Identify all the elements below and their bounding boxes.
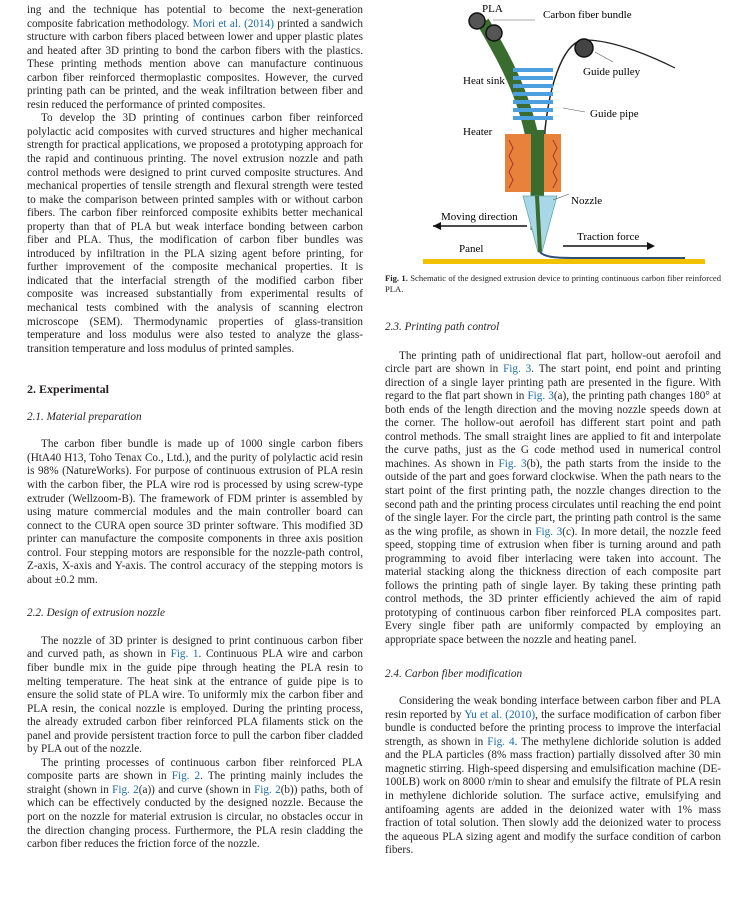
subsection-heading-extrusion-nozzle: 2.2. Design of extrusion nozzle (27, 607, 165, 620)
label-traction-force: Traction force (577, 231, 640, 243)
panel (423, 259, 705, 264)
label-nozzle: Nozzle (571, 195, 603, 207)
figure-link-fig4[interactable]: Fig. 4 (487, 735, 515, 748)
label-guide-pulley: Guide pulley (583, 66, 641, 78)
traction-force-arrowhead (647, 242, 655, 250)
citation-link-mori[interactable]: Mori et al. (2014) (192, 17, 274, 30)
label-pla: PLA (482, 3, 503, 15)
figure-link-fig2b[interactable]: Fig. 2 (254, 783, 281, 796)
label-heater: Heater (463, 126, 493, 138)
label-heat-sink: Heat sink (463, 75, 505, 87)
figure-link-fig3b[interactable]: Fig. 3 (498, 457, 527, 470)
figure-1-caption: Fig. 1. Schematic of the designed extrusion device to printing continuous carbon fiber reinforced PLA. (385, 273, 721, 294)
printing-path-paragraph: The printing path of unidirectional flat part, hollow-out aerofoil and circle part are shown in Fig. 3. The start point, end point and printing direction of a single layer printing path are presented in the figure. With regard to the flat part shown in Fig. 3(a), the printing path changes 180° at both ends of the length direction and the moving nozzle speeds down at the corner. The hollow-out aerofoil has different start point and path control methods. The small straight lines are applied to fit and interpolate the curve paths, just as the G code method used in numerical control machines. As shown in Fig. 3(b), the path starts from the inside to the outside of the part and goes forward clockwise. When the path nears to the start point of the first printing path, the nozzle changes direction to the second path and the printing process circulates until reaching the end point of the single layer. For the circle part, the printing path control is the same as the wing profile, as shown in Fig. 3(c). In more detail, the nozzle feed speed, stopping time of extrusion when fiber is turning around and path programming to avoid fiber interlacing were taken into account. The material stacking along the thickness direction of each composite part follows the printing path of single layer. By taking these printing path control methods, the 3D printer efficiently achieved the aim of rapid prototyping of continuous carbon fiber reinforced PLA composites part. Every single fiber path are uniformly compacted by employing an appropriate space between the nozzle and heating panel. (385, 349, 721, 647)
extrusion-device-schematic (385, 0, 721, 268)
label-guide-pipe: Guide pipe (590, 108, 639, 120)
figure-link-fig3[interactable]: Fig. 3 (503, 363, 532, 376)
leader-line-guide-pipe (563, 108, 585, 112)
label-panel: Panel (459, 243, 484, 255)
subsection-heading-printing-path: 2.3. Printing path control (385, 321, 500, 333)
right-column (385, 273, 721, 858)
figure-link-fig1[interactable]: Fig. 1 (170, 648, 199, 661)
figure-1 (385, 0, 721, 268)
fiber-modification-paragraph: Considering the weak bonding interface between carbon fiber and PLA resin reported by Yu et al. (2010), the surface modification of carbon fiber bundle is conducted before the printing process to improve the interfacial strength, as shown in Fig. 4. The methylene dichloride solution is added and the PLA particles (8% mass fraction) partially dissolved after 30 min magnetic stirring. High-speed dispersing and emulsification machine (DE-100LB) work on 8000 r/min to shear and emulsify the filtrate of PLA resin in methylene dichloride solution. The surface active, emulsifying and antifoaming agents are added in the deionized water with 1% mass fraction of total solution. Then slowly add the deionized water to process the aqueous PLA sizing agent and modify the surface condition of carbon fibers. (385, 695, 721, 857)
moving-direction-arrowhead (433, 222, 441, 230)
intro-paragraph-objective: To develop the 3D printing of continues carbon fiber reinforced polylactic acid composites with curved structures and higher mechanical strength for practical applications, we proposed a prototyping approach for the rapid and continuous printing. The novel extrusion nozzle and path control methods were designed to print curved composite structures. And mechanical properties of tensile strength and flexural strength were tested to make the comparison between printed samples with or without carbon fibers. The carbon fiber reinforced composite exhibits better mechanical property than that of PLA but weak interface bonding between carbon fiber and PLA. Thus, the modification of carbon fiber bundles was introduced by infiltration in the PLA sizing agent before printing, for further improvement of the composite mechanical properties. It is indicated that the interfacial strength of the modified carbon fiber composite was increased substantially from experimental results of mechanical tests combined with the analysis of scanning electron microscope (SEM). Thermodynamic properties of glass-transition temperature and loss modulus were also tested to analyze the glass-transition temperature and loss modulus of printed samples. (27, 112, 363, 355)
material-preparation-paragraph: The carbon fiber bundle is made up of 1000 single carbon fibers (HtA40 H13, Toho Tenax Co., Ltd.), and the purity of polylactic acid resin is 98% (NatureWorks). For purpose of continuous extrusion of PLA resin with the carbon fiber, the PLA wire rod is processed by using screw-type extruder (Wellzoom-B). The framework of FDM printer is assembled by using mature commercial modules and the main controller board can connect to the CURA open source 3D printer software. This modified 3D printer can manufacture the composite components in three axis position control. Four stepping motors are responsible for the nozzle-path control, Z-axis, X-axis and Y-axis. The control accuracy of the stepping motors is about ±0.2 mm. (27, 438, 363, 586)
figure-link-fig2[interactable]: Fig. 2 (171, 770, 201, 783)
subsection-heading-fiber-modification: 2.4. Carbon fiber modification (385, 667, 523, 680)
guide-pipe-segment (531, 130, 544, 200)
label-moving-direction: Moving direction (441, 211, 518, 223)
citation-link-yu[interactable]: Yu et al. (2010) (464, 708, 536, 721)
subsection-heading-material-preparation: 2.1. Material preparation (27, 410, 142, 423)
figure-link-fig3a[interactable]: Fig. 3 (527, 390, 554, 403)
leader-line-guide-pulley (595, 52, 613, 62)
section-heading-experimental: 2. Experimental (27, 382, 109, 397)
extrusion-nozzle-paragraph: The nozzle of 3D printer is designed to print continuous carbon fiber and curved path, as shown in Fig. 1. Continuous PLA wire and carbon fiber bundle mix in the guide pipe through heating the PLA resin to melting temperature. The heat sink at the entrance of guide pipe is to ensure the solid state of PLA wire. To uniformly mix the carbon fiber and PLA resin, the conical nozzle is employed. During the printing process, the already extruded carbon fiber reinforced PLA filaments stick on the panel and provide persistent traction force to pull the carbon fiber cladded by PLA out of the nozzle. (27, 634, 363, 756)
printing-process-paragraph: The printing processes of continuous carbon fiber reinforced PLA composite parts are shown in Fig. 2. The printing mainly includes the straight (shown in Fig. 2(a)) and curve (shown in Fig. 2(b)) paths, both of which can be effectively conducted by the designed nozzle. Because the port on the nozzle for material extrusion is circular, no obstacles occur in the direction changing process. Furthermore, the PLA resin cladding the carbon fiber reduces the friction force of the nozzle. (27, 756, 363, 851)
pla-roller-left (469, 13, 485, 29)
pla-roller-right (486, 25, 502, 41)
label-carbon-fiber-bundle: Carbon fiber bundle (543, 9, 632, 21)
figure-link-fig3c[interactable]: Fig. 3 (535, 525, 563, 538)
extruded-filament (540, 252, 685, 258)
figure-link-fig2a[interactable]: Fig. 2 (112, 783, 139, 796)
guide-pulley (575, 39, 593, 57)
left-column (27, 4, 363, 852)
intro-paragraph-end: ing and the technique has potential to become the next-generation composite fabrication methodology. Mori et al. (2014) printed a sandwich structure with carbon fibers placed between lower and upper plastic plates and heated after 3D printing to bond the carbon fibers with the plastics. These printing methods mention above can manufacture continuous carbon fiber reinforced thermoplastic composites. However, the curved printing path can be printed, and the weak infiltration between fiber and resin reduced the performance of printed composites. (27, 4, 363, 111)
